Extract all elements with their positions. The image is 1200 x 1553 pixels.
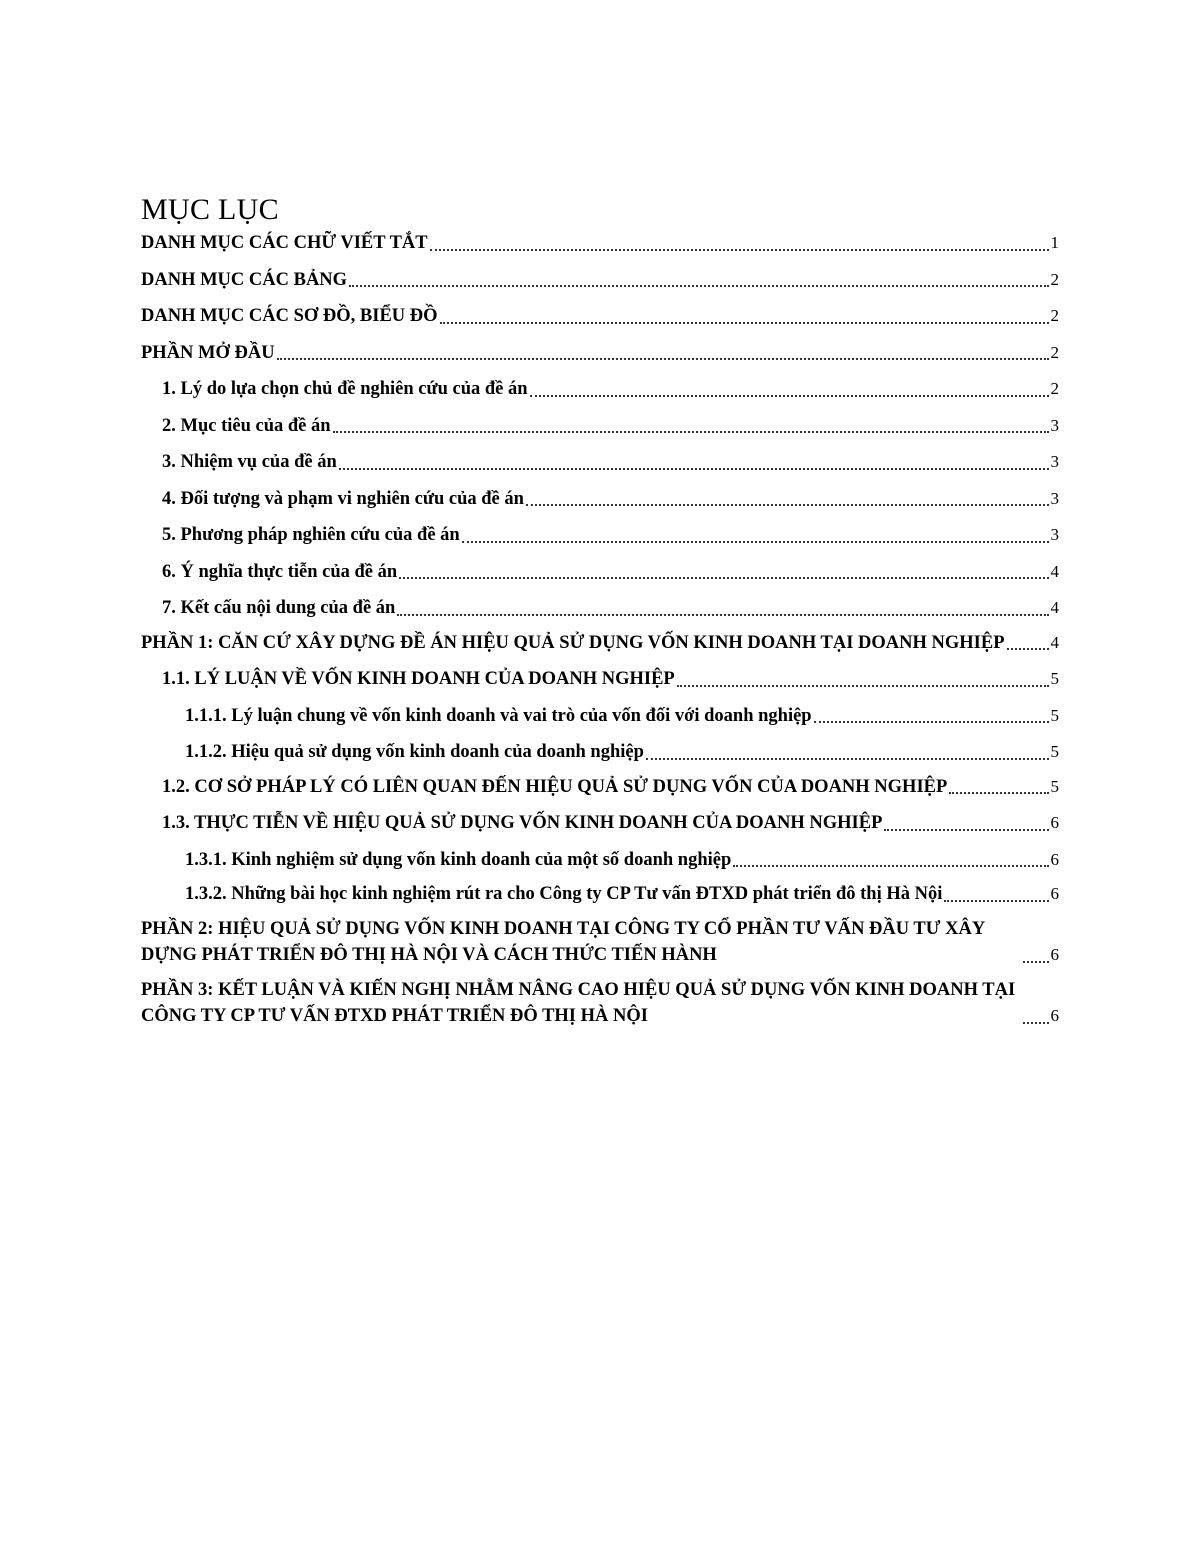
- toc-page-number: 1: [1050, 233, 1059, 252]
- toc-entry-intro-1[interactable]: [141, 376, 1059, 403]
- toc-entry-1-1-2[interactable]: [141, 739, 1059, 766]
- toc-entry-part-2[interactable]: [141, 916, 1059, 969]
- toc-entry-1-3-1[interactable]: [141, 847, 1059, 874]
- dot-leader: [646, 758, 1049, 760]
- dot-leader: [677, 685, 1049, 687]
- dot-leader: [1007, 648, 1049, 650]
- toc-page-number: 2: [1050, 269, 1059, 289]
- toc-entry-intro-2[interactable]: [141, 413, 1059, 440]
- toc-entry-intro-5[interactable]: [141, 522, 1059, 549]
- toc-entry-text: 1.3.2. Những bài học kinh nghiệm rút ra cho Công ty CP Tư vấn ĐTXD phát triển đô thị Hà Nội: [185, 884, 943, 904]
- toc-entry-text: 1. Lý do lựa chọn chủ đề nghiên cứu của đề án: [162, 379, 528, 399]
- toc-page-number: 4: [1050, 598, 1059, 617]
- toc-page-number: 5: [1050, 776, 1059, 796]
- dot-leader: [949, 792, 1048, 794]
- toc-page-number: 6: [1050, 813, 1059, 832]
- toc-entry-text: 3. Nhiệm vụ của đề án: [162, 452, 337, 472]
- dot-leader: [1023, 1022, 1049, 1024]
- toc-entry-text: PHẦN 3: KẾT LUẬN VÀ KIẾN NGHỊ NHẰM NÂNG CAO HIỆU QUẢ SỬ DỤNG VỐN KINH DOANH TẠI CÔNG TY CP TƯ VẤN ĐTXD PHÁT TRIỂN ĐÔ THỊ HÀ NỘI: [141, 979, 1016, 1026]
- toc-page-number: 5: [1050, 669, 1059, 688]
- dot-leader: [440, 322, 1049, 324]
- toc-entry-1-2[interactable]: [141, 774, 1059, 801]
- dot-leader: [530, 395, 1049, 397]
- toc-page-number: 3: [1050, 415, 1059, 435]
- toc-entry-text: 2. Mục tiêu của đề án: [162, 415, 331, 436]
- toc-entry-intro-6[interactable]: [141, 559, 1059, 586]
- toc-list: [141, 230, 1059, 1030]
- toc-entry-text: 1.2. CƠ SỞ PHÁP LÝ CÓ LIÊN QUAN ĐẾN HIỆU QUẢ SỬ DỤNG VỐN CỦA DOANH NGHIỆP: [162, 776, 948, 797]
- dot-leader: [814, 721, 1049, 723]
- toc-entry-text: DANH MỤC CÁC CHỮ VIẾT TẮT: [141, 233, 428, 253]
- toc-entry-text: PHẦN MỞ ĐẦU: [141, 342, 275, 363]
- dot-leader: [397, 614, 1048, 616]
- toc-entry-text: 1.3.1. Kinh nghiệm sử dụng vốn kinh doanh của một số doanh nghiệp: [185, 849, 732, 870]
- toc-page-number: 3: [1050, 488, 1059, 508]
- toc-page-number: 6: [1050, 945, 1059, 964]
- toc-entry-text: 1.3. THỰC TIỄN VỀ HIỆU QUẢ SỬ DỤNG VỐN KINH DOANH CỦA DOANH NGHIỆP: [162, 813, 883, 833]
- table-of-contents: [141, 190, 1059, 1030]
- toc-page-number: 6: [1050, 884, 1059, 903]
- toc-entry-intro-7[interactable]: [141, 595, 1059, 622]
- toc-page-number: 6: [1050, 1006, 1059, 1025]
- toc-entry-1-1[interactable]: [141, 666, 1059, 693]
- toc-page-number: 5: [1050, 742, 1059, 761]
- toc-entry-1-3-2[interactable]: [141, 881, 1059, 908]
- dot-leader: [339, 468, 1049, 470]
- dot-leader: [526, 504, 1049, 506]
- toc-page-number: 5: [1050, 705, 1059, 725]
- toc-entry-text: 1.1.2. Hiệu quả sử dụng vốn kinh doanh của doanh nghiệp: [185, 742, 644, 762]
- toc-entry-text: 7. Kết cấu nội dung của đề án: [162, 598, 396, 618]
- toc-page-number: 3: [1050, 452, 1059, 471]
- toc-page-number: 2: [1050, 379, 1059, 398]
- toc-entry-tables-list[interactable]: [141, 267, 1059, 294]
- toc-title: MỤC LỤC: [141, 193, 279, 226]
- toc-page-number: 2: [1050, 306, 1059, 325]
- toc-entry-abbreviations[interactable]: [141, 230, 1059, 257]
- dot-leader: [430, 249, 1049, 251]
- toc-entry-text: 1.1.1. Lý luận chung về vốn kinh doanh và vai trò của vốn đối với doanh nghiệp: [185, 705, 812, 726]
- toc-entry-text: DANH MỤC CÁC BẢNG: [141, 269, 348, 290]
- toc-entry-text: 5. Phương pháp nghiên cứu của đề án: [162, 525, 460, 545]
- toc-page-number: 3: [1050, 525, 1059, 544]
- dot-leader: [349, 285, 1048, 287]
- toc-entry-intro-3[interactable]: [141, 449, 1059, 476]
- toc-entry-text: 1.1. LÝ LUẬN VỀ VỐN KINH DOANH CỦA DOANH NGHIỆP: [162, 669, 675, 689]
- toc-page-number: 4: [1050, 632, 1059, 652]
- dot-leader: [462, 541, 1049, 543]
- toc-entry-1-3[interactable]: [141, 810, 1059, 837]
- dot-leader: [277, 358, 1049, 360]
- dot-leader: [1023, 961, 1049, 963]
- toc-entry-text: DANH MỤC CÁC SƠ ĐỒ, BIỂU ĐỒ: [141, 306, 438, 326]
- toc-page-number: 6: [1050, 849, 1059, 869]
- dot-leader: [733, 865, 1048, 867]
- toc-page-number: 4: [1050, 561, 1059, 581]
- toc-entry-text: PHẦN 1: CĂN CỨ XÂY DỰNG ĐỀ ÁN HIỆU QUẢ SỬ DỤNG VỐN KINH DOANH TẠI DOANH NGHIỆP: [141, 632, 1005, 653]
- toc-entry-text: 4. Đối tượng và phạm vi nghiên cứu của đề án: [162, 488, 524, 509]
- toc-entry-part-1[interactable]: [141, 630, 1059, 657]
- dot-leader: [884, 829, 1048, 831]
- toc-entry-1-1-1[interactable]: [141, 703, 1059, 730]
- dot-leader: [333, 431, 1049, 433]
- toc-entry-part-3[interactable]: [141, 977, 1059, 1030]
- toc-entry-diagrams-list[interactable]: [141, 303, 1059, 330]
- dot-leader: [944, 900, 1048, 902]
- toc-page-number: 2: [1050, 342, 1059, 362]
- toc-entry-intro-4[interactable]: [141, 486, 1059, 513]
- dot-leader: [399, 577, 1048, 579]
- toc-entry-text: PHẦN 2: HIỆU QUẢ SỬ DỤNG VỐN KINH DOANH TẠI CÔNG TY CỔ PHẦN TƯ VẤN ĐẦU TƯ XÂY DỰNG PHÁT TRIỂN ĐÔ THỊ HÀ NỘI VÀ CÁCH THỨC TIẾN HÀNH: [141, 918, 985, 965]
- toc-entry-introduction[interactable]: [141, 340, 1059, 367]
- toc-entry-text: 6. Ý nghĩa thực tiễn của đề án: [162, 561, 398, 582]
